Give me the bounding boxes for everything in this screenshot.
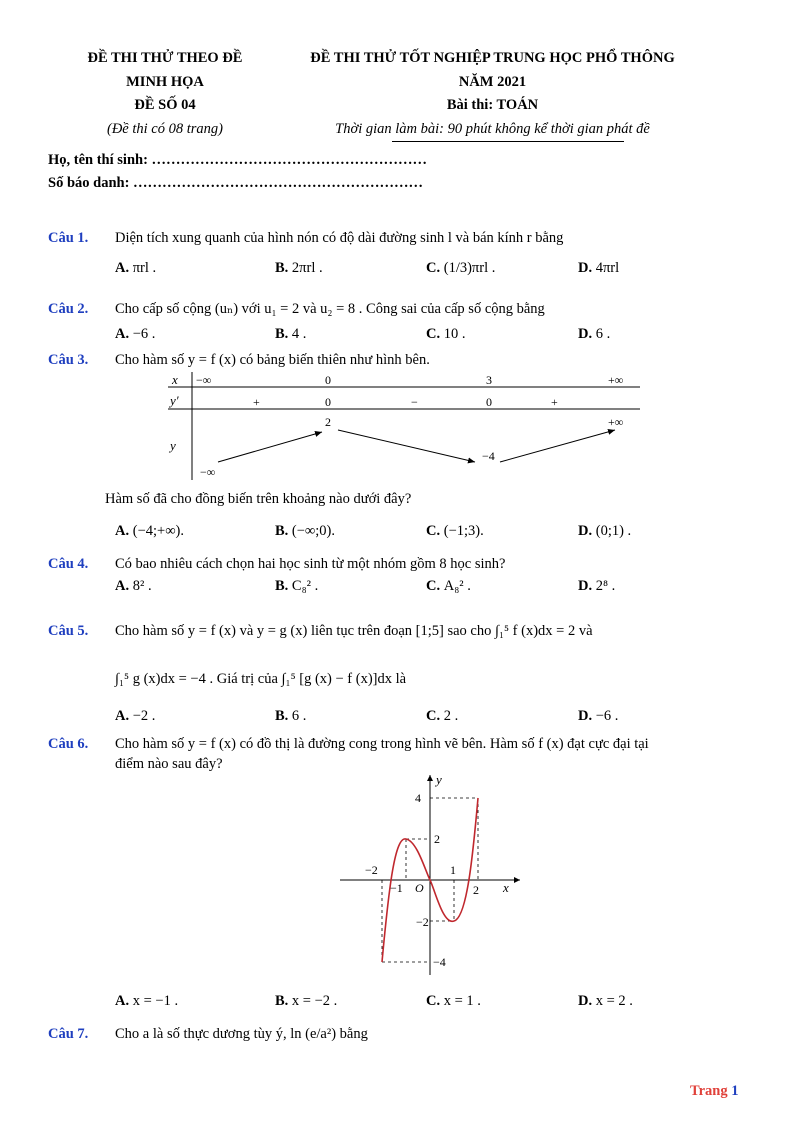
header-right-subject: Bài thi: TOÁN [446,97,539,113]
q6-option-d: D. x = 2 . [578,993,633,1009]
q1-option-a: A. πrl . [115,260,157,276]
q4-option-d: D. 2⁸ . [578,578,616,594]
header-right-title: ĐỀ THI THỬ TỐT NGHIỆP TRUNG HỌC PHỔ THÔNG [310,50,675,66]
vt-x-val-1: −∞ [196,373,212,387]
vt-x-val-2: 0 [325,373,331,387]
q4-option-a: A. 8² . [115,578,152,594]
graph-x-label: x [503,880,509,895]
page-word: Trang [690,1083,728,1099]
q6-option-b: B. x = −2 . [275,993,338,1009]
q6-option-a: A. x = −1 . [115,993,179,1009]
vt-sign-2: 0 [325,395,331,409]
header-left-line3: ĐỀ SỐ 04 [134,97,196,113]
q5-label: Câu 5. [48,623,89,639]
vt-y-val-1: −∞ [200,465,216,479]
q2-label: Câu 2. [48,301,89,317]
header-right-year: NĂM 2021 [458,74,527,90]
variation-table [160,370,640,482]
q2-option-b: B. 4 . [275,326,307,342]
vt-sign-4: 0 [486,395,492,409]
candidate-id-field: Số báo danh: …………………………………………………… [48,175,424,191]
q5-option-c: C. 2 . [426,708,459,724]
q7-label: Câu 7. [48,1026,89,1042]
q3-option-c: C. (−1;3). [426,523,484,539]
graph-y-tick-neg4: −4 [433,955,446,969]
header-left-pages: (Đề thi có 08 trang) [107,121,223,137]
q4-option-b: B. C₈² . [275,578,319,594]
page-number: 1 [731,1083,739,1099]
q6-option-c: C. x = 1 . [426,993,481,1009]
vt-x-label: x [172,372,178,387]
vt-yprime-label: y′ [170,393,179,408]
q3-text: Cho hàm số y = f (x) có bảng biến thiên như hình bên. [115,352,430,368]
graph-x-tick-neg1: −1 [390,881,403,895]
q2-option-d: D. 6 . [578,326,611,342]
graph-y-tick-neg2: −2 [416,915,429,929]
vt-x-val-4: +∞ [608,373,624,387]
vt-arrow-up-2 [500,430,615,462]
graph-y-tick-4: 4 [415,791,421,805]
graph-y-label: y [436,772,442,787]
q6-text-line1: Cho hàm số y = f (x) có đồ thị là đường cong trong hình vẽ bên. Hàm số f (x) đạt cực đại tại [115,736,649,752]
function-graph [335,770,525,980]
q4-option-c: C. A₈² . [426,578,471,594]
vt-y-val-2: 2 [325,415,331,429]
q1-option-c: C. (1/3)πrl . [426,260,496,276]
q5-option-d: D. −6 . [578,708,619,724]
q1-text: Diện tích xung quanh của hình nón có độ dài đường sinh l và bán kính r bằng [115,230,564,246]
candidate-name-field: Họ, tên thí sinh: ………………………………………………… [48,152,428,168]
graph-origin: O [415,881,424,895]
q1-label: Câu 1. [48,230,89,246]
q2-text: Cho cấp số cộng (uₙ) với u₁ = 2 và u₂ = 8 . Công sai của cấp số cộng bằng [115,301,545,317]
q3-question: Hàm số đã cho đồng biến trên khoảng nào dưới đây? [105,491,412,507]
vt-sign-5: + [551,395,558,409]
header-underline [392,141,624,142]
vt-y-val-3: −4 [482,449,495,463]
graph-x-tick-1: 1 [450,863,456,877]
page-footer [690,1083,738,1100]
vt-y-val-4: +∞ [608,415,624,429]
q5-option-b: B. 6 . [275,708,307,724]
q6-label: Câu 6. [48,736,89,752]
q5-text-line1: Cho hàm số y = f (x) và y = g (x) liên tục trên đoạn [1;5] sao cho ∫₁⁵ f (x)dx = 2 và [115,623,593,639]
q3-option-b: B. (−∞;0). [275,523,335,539]
q3-label: Câu 3. [48,352,89,368]
header-left-line1: ĐỀ THI THỬ THEO ĐỀ [87,50,243,66]
vt-sign-3: − [411,395,418,409]
q2-option-c: C. 10 . [426,326,466,342]
q3-option-a: A. (−4;+∞). [115,523,184,539]
q4-text: Có bao nhiêu cách chọn hai học sinh từ một nhóm gồm 8 học sinh? [115,556,506,572]
header-right-time: Thời gian làm bài: 90 phút không kể thời gian phát đề [335,121,650,137]
q3-option-d: D. (0;1) . [578,523,632,539]
q6-text-line2: điểm nào sau đây? [115,756,223,772]
q4-label: Câu 4. [48,556,89,572]
vt-arrow-down [338,430,475,462]
graph-x-tick-2: 2 [473,883,479,897]
graph-x-tick-neg2: −2 [365,863,378,877]
vt-arrow-up-1 [218,432,322,462]
q5-option-a: A. −2 . [115,708,156,724]
vt-x-val-3: 3 [486,373,492,387]
q5-text-line2: ∫₁⁵ g (x)dx = −4 . Giá trị của ∫₁⁵ [g (x) − f (x)]dx là [115,671,407,687]
q2-option-a: A. −6 . [115,326,156,342]
vt-sign-1: + [253,395,260,409]
q7-text: Cho a là số thực dương tùy ý, ln (e/a²) bằng [115,1026,368,1042]
header-left-line2: MINH HỌA [126,74,204,90]
graph-y-tick-2: 2 [434,832,440,846]
q1-option-b: B. 2πrl . [275,260,323,276]
vt-y-label: y [170,438,176,453]
q1-option-d: D. 4πrl [578,260,620,276]
